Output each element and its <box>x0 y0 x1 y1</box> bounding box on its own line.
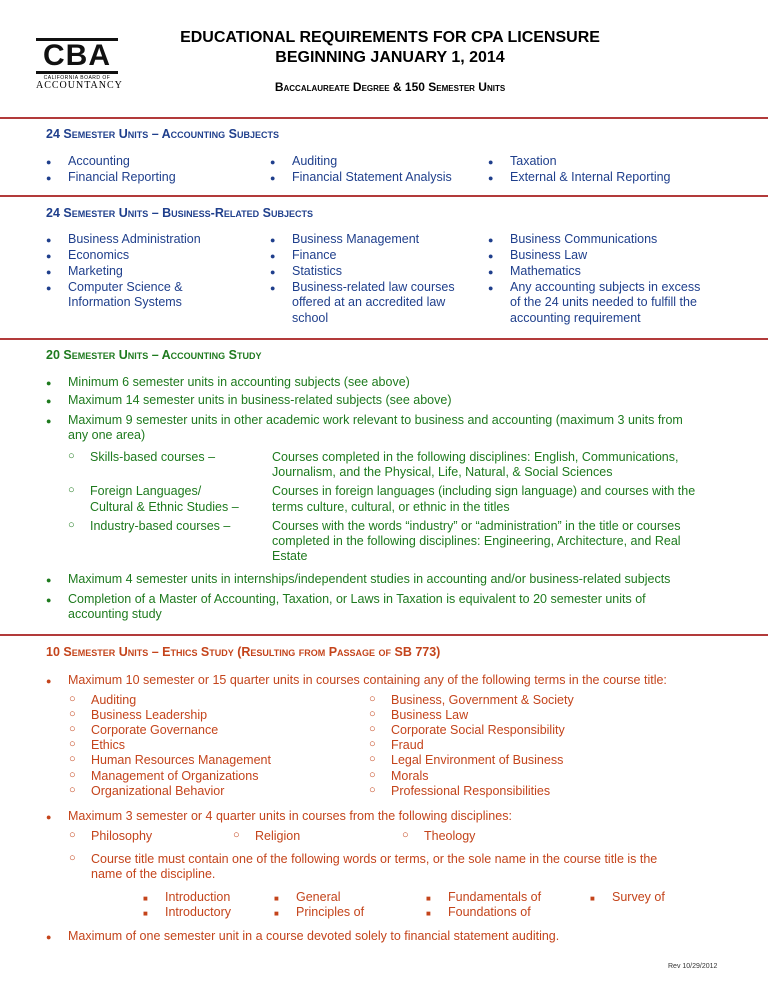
list-item-cont: Information Systems <box>68 295 182 309</box>
course-word: ■ Introduction <box>143 890 231 904</box>
sub-item-desc: terms culture, cultural, or ethnic in the titles <box>272 500 510 514</box>
divider <box>0 338 768 340</box>
ethics-term: ○ Human Resources Management <box>69 753 271 767</box>
list-item: ● Maximum 10 semester or 15 quarter units in courses containing any of the following terms in the course title: <box>46 673 667 687</box>
discipline: ○ Religion <box>233 829 301 843</box>
course-word: ■ Survey of <box>590 890 665 904</box>
list-item: ● Financial Statement Analysis <box>270 170 452 184</box>
course-word: ■ General <box>274 890 341 904</box>
ethics-term: ○ Organizational Behavior <box>69 784 225 798</box>
page-title-date: BEGINNING JANUARY 1, 2014 <box>275 49 505 66</box>
course-word: ■ Foundations of <box>426 905 531 919</box>
list-item: ● Mathematics <box>488 264 581 278</box>
list-item: ● Business-related law courses <box>270 280 455 294</box>
list-item: ● Maximum 4 semester units in internships/independent studies in accounting and/or business-related subjects <box>46 572 671 586</box>
logo-line1: CALIFORNIA BOARD OF <box>43 75 111 81</box>
sub-item-label: ○ Industry-based courses – <box>68 519 231 533</box>
discipline: ○ Philosophy <box>69 829 153 843</box>
list-item: ● Maximum 3 semester or 4 quarter units in courses from the following disciplines: <box>46 809 512 823</box>
course-word: ■ Principles of <box>274 905 365 919</box>
discipline: ○ Theology <box>402 829 476 843</box>
sub-item-desc: Courses completed in the following disciplines: English, Communications, <box>272 450 679 464</box>
ethics-term: ○ Professional Responsibilities <box>369 784 551 798</box>
sub-item: ○ Course title must contain one of the following words or terms, or the sole name in the course title is the <box>69 852 658 866</box>
section-heading-business-subjects: 24 Semester Units – Business-Related Subjects <box>46 206 313 220</box>
list-item: ● Statistics <box>270 264 343 278</box>
sub-item-cont: name of the discipline. <box>91 867 216 881</box>
divider <box>0 117 768 119</box>
sub-item-desc: Courses in foreign languages (including sign language) and courses with the <box>272 484 696 498</box>
ethics-term: ○ Business Law <box>369 708 469 722</box>
course-word: ■ Fundamentals of <box>426 890 542 904</box>
ethics-term: ○ Management of Organizations <box>69 769 259 783</box>
list-item: ● Any accounting subjects in excess <box>488 280 701 294</box>
section-heading-accounting-study: 20 Semester Units – Accounting Study <box>46 348 262 362</box>
list-item: ● Maximum of one semester unit in a course devoted solely to financial statement auditing. <box>46 929 560 943</box>
list-item: ● Taxation <box>488 154 557 168</box>
ethics-term: ○ Auditing <box>69 693 137 707</box>
ethics-term: ○ Business, Government & Society <box>369 693 574 707</box>
list-item: ● Business Management <box>270 232 420 246</box>
ethics-term: ○ Morals <box>369 769 429 783</box>
list-item-cont: accounting requirement <box>510 311 641 325</box>
sub-item-label: ○ Skills-based courses – <box>68 450 216 464</box>
cba-logo <box>36 38 123 91</box>
list-item-cont: of the 24 units needed to fulfill the <box>510 295 697 309</box>
list-item-cont: accounting study <box>68 607 162 621</box>
ethics-term: ○ Ethics <box>69 738 126 752</box>
list-item: ● Finance <box>270 248 337 262</box>
sub-item-label: ○ Foreign Languages/ <box>68 484 202 498</box>
list-item: ● Computer Science & <box>46 280 183 294</box>
list-item: ● Marketing <box>46 264 123 278</box>
ethics-term: ○ Corporate Governance <box>69 723 219 737</box>
list-item: ● Business Communications <box>488 232 658 246</box>
ethics-term: ○ Legal Environment of Business <box>369 753 564 767</box>
sub-item-desc: completed in the following disciplines: Engineering, Architecture, and Real <box>272 534 681 548</box>
list-item: ● Business Administration <box>46 232 201 246</box>
list-item: ● Financial Reporting <box>46 170 176 184</box>
sub-item-label-cont: Cultural & Ethnic Studies – <box>90 500 239 514</box>
list-item: ● Auditing <box>270 154 338 168</box>
list-item: ● External & Internal Reporting <box>488 170 671 184</box>
section-heading-ethics-study: 10 Semester Units – Ethics Study (Resulting from Passage of SB 773) <box>46 645 441 659</box>
revision-date: Rev 10/29/2012 <box>668 963 718 970</box>
course-word: ■ Introductory <box>143 905 232 919</box>
list-item: ● Maximum 9 semester units in other academic work relevant to business and accounting (maximum 3 units from <box>46 413 683 427</box>
divider <box>0 634 768 636</box>
list-item: ● Accounting <box>46 154 130 168</box>
list-item-cont: school <box>292 311 329 325</box>
ethics-term: ○ Business Leadership <box>69 708 208 722</box>
list-item: ● Completion of a Master of Accounting, Taxation, or Laws in Taxation is equivalent to 20 semester units of <box>46 592 646 606</box>
logo-abbr: CBA <box>36 38 118 74</box>
list-item: ● Economics <box>46 248 130 262</box>
sub-item-desc: Estate <box>272 549 308 563</box>
list-item: ● Maximum 14 semester units in business-related subjects (see above) <box>46 393 452 407</box>
logo-line2: ACCOUNTANCY <box>36 80 123 91</box>
sub-item-desc: Courses with the words “industry” or “administration” in the title or courses <box>272 519 681 533</box>
divider <box>0 195 768 197</box>
sub-item-desc: Journalism, and the Physical, Life, Natural, & Social Sciences <box>272 465 613 479</box>
ethics-term: ○ Fraud <box>369 738 424 752</box>
list-item-cont: any one area) <box>68 428 146 442</box>
list-item: ● Business Law <box>488 248 588 262</box>
section-heading-accounting-subjects: 24 Semester Units – Accounting Subjects <box>46 127 279 141</box>
page-title: EDUCATIONAL REQUIREMENTS FOR CPA LICENSURE <box>180 29 600 46</box>
list-item: ● Minimum 6 semester units in accounting subjects (see above) <box>46 375 410 389</box>
ethics-term: ○ Corporate Social Responsibility <box>369 723 565 737</box>
page-subtitle: Baccalaureate Degree & 150 Semester Units <box>274 80 506 94</box>
list-item-cont: offered at an accredited law <box>292 295 446 309</box>
